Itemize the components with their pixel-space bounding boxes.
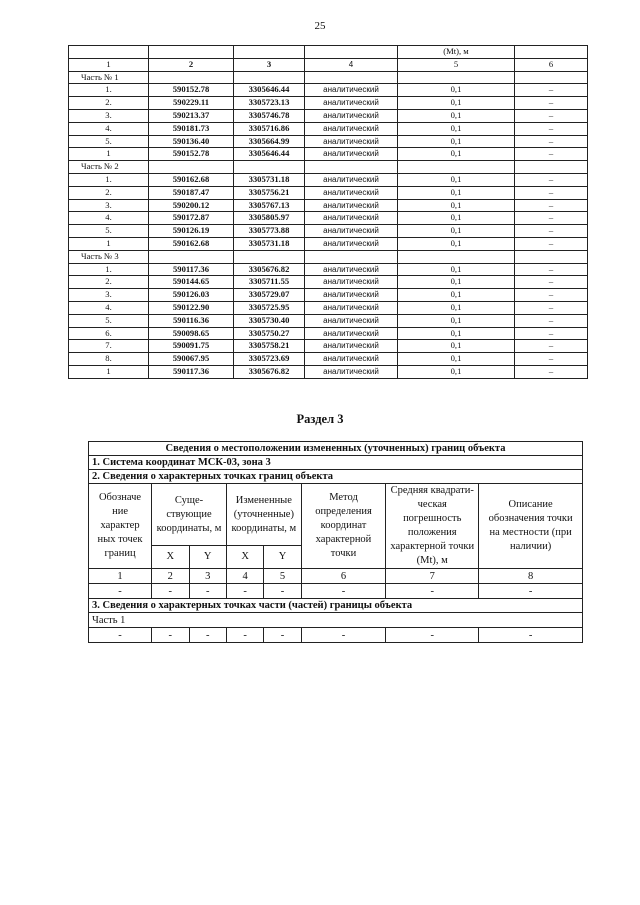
table-cell: 0,1 <box>398 301 515 314</box>
table-cell: 0,1 <box>398 353 515 366</box>
table-cell: 3305676.82 <box>234 263 305 276</box>
column-numbers-row <box>89 569 583 584</box>
table-cell: 3305716.86 <box>234 122 305 135</box>
table-cell: аналитический <box>305 122 398 135</box>
table-row <box>69 97 588 110</box>
table-cell: 3305646.44 <box>234 148 305 161</box>
table-cell: 590187.47 <box>149 186 234 199</box>
table-cell: 0,1 <box>398 135 515 148</box>
part-label: Часть 1 <box>89 613 583 628</box>
table-cell <box>149 250 234 263</box>
table-cell: аналитический <box>305 199 398 212</box>
column-number: 7 <box>386 569 479 584</box>
part-row <box>69 161 588 174</box>
table-cell: аналитический <box>305 289 398 302</box>
table-cell: 3305773.88 <box>234 225 305 238</box>
column-numbers-row <box>69 58 588 71</box>
table-row <box>69 173 588 186</box>
part-label: Часть № 2 <box>69 161 149 174</box>
table-cell: 2. <box>69 186 149 199</box>
table-cell: 6 <box>515 58 588 71</box>
table-cell: – <box>515 237 588 250</box>
table-cell <box>234 71 305 84</box>
table-cell: 3305767.13 <box>234 199 305 212</box>
table-cell: аналитический <box>305 276 398 289</box>
table-cell: 3 <box>234 58 305 71</box>
table-cell <box>305 71 398 84</box>
table-cell: - <box>226 628 263 643</box>
table-row <box>69 301 588 314</box>
table-row <box>69 314 588 327</box>
table-cell: - <box>189 628 226 643</box>
column-number: 1 <box>89 569 152 584</box>
table-cell: – <box>515 186 588 199</box>
table-cell <box>149 161 234 174</box>
table-cell: 0,1 <box>398 109 515 122</box>
table-cell: - <box>189 584 226 599</box>
table-cell: 1. <box>69 263 149 276</box>
table-cell: – <box>515 173 588 186</box>
header-method: Метод определения координат характерной точки <box>301 484 385 569</box>
table-row <box>69 135 588 148</box>
table-cell: аналитический <box>305 212 398 225</box>
table-row <box>69 148 588 161</box>
table-cell: - <box>264 584 301 599</box>
table-cell: 1 <box>69 237 149 250</box>
table-cell: 3305750.27 <box>234 327 305 340</box>
table-cell: – <box>515 199 588 212</box>
table-cell: - <box>152 628 189 643</box>
table-row <box>69 327 588 340</box>
table-cell <box>305 161 398 174</box>
table-cell: 590152.78 <box>149 84 234 97</box>
table-cell: аналитический <box>305 186 398 199</box>
table-cell: - <box>479 584 583 599</box>
table-cell: 0,1 <box>398 97 515 110</box>
table-cell: 590122.90 <box>149 301 234 314</box>
table-cell: – <box>515 225 588 238</box>
table-cell: 0,1 <box>398 173 515 186</box>
table-cell: 5 <box>398 58 515 71</box>
header-x-changed: X <box>226 546 263 569</box>
table-row <box>69 122 588 135</box>
table-cell: 590126.03 <box>149 289 234 302</box>
header-error: Средняя квадрати- ческая погрешность положения характерной точки (Mt), м <box>386 484 479 569</box>
table-cell: - <box>226 584 263 599</box>
table-cell: 3. <box>69 199 149 212</box>
table-cell: 590162.68 <box>149 173 234 186</box>
table-cell: 6. <box>69 327 149 340</box>
table-cell: 590091.75 <box>149 340 234 353</box>
table-row <box>69 276 588 289</box>
table-cell: 3305758.21 <box>234 340 305 353</box>
table-cell: - <box>152 584 189 599</box>
table-cell: 1. <box>69 84 149 97</box>
part-label: Часть № 1 <box>69 71 149 84</box>
table-cell: 5. <box>69 225 149 238</box>
part-row <box>69 250 588 263</box>
table-cell <box>398 71 515 84</box>
header-point-designation: Обозначе ние характер ных точек границ <box>89 484 152 569</box>
table-cell <box>234 46 305 59</box>
table-cell: 590126.19 <box>149 225 234 238</box>
table-cell: 0,1 <box>398 327 515 340</box>
table-cell: 4 <box>305 58 398 71</box>
page-number: 25 <box>314 20 326 32</box>
table-cell: 0,1 <box>398 212 515 225</box>
table-row <box>69 84 588 97</box>
table-cell: 590117.36 <box>149 365 234 378</box>
table-cell <box>398 250 515 263</box>
header-existing-coords: Суще- ствующие координаты, м <box>152 484 227 546</box>
table-cell: – <box>515 263 588 276</box>
coordinate-system-row: 1. Система координат МСК-03, зона 3 <box>89 456 583 470</box>
table-cell: 590136.40 <box>149 135 234 148</box>
table-cell: 1 <box>69 365 149 378</box>
table-cell: 590098.65 <box>149 327 234 340</box>
table-cell: 3305730.40 <box>234 314 305 327</box>
table-cell: аналитический <box>305 301 398 314</box>
table-cell: 0,1 <box>398 84 515 97</box>
table-cell: - <box>89 584 152 599</box>
table-cell: аналитический <box>305 97 398 110</box>
table-cell: 590213.37 <box>149 109 234 122</box>
table-cell: аналитический <box>305 314 398 327</box>
column-number: 6 <box>301 569 385 584</box>
table-cell: 590117.36 <box>149 263 234 276</box>
table-cell: 3. <box>69 109 149 122</box>
table-cell: аналитический <box>305 84 398 97</box>
table-cell: – <box>515 148 588 161</box>
table-cell: 0,1 <box>398 289 515 302</box>
table-cell: – <box>515 135 588 148</box>
table-title: Сведения о местоположении измененных (уточненных) границ объекта <box>89 442 583 456</box>
table-cell: 8. <box>69 353 149 366</box>
header-y-changed: Y <box>264 546 301 569</box>
table-cell: 0,1 <box>398 186 515 199</box>
table-cell: 590144.65 <box>149 276 234 289</box>
column-number: 8 <box>479 569 583 584</box>
table-cell: 0,1 <box>398 199 515 212</box>
table-cell <box>149 71 234 84</box>
table-cell: 1. <box>69 173 149 186</box>
empty-values-row <box>89 584 583 599</box>
table-cell: – <box>515 97 588 110</box>
empty-values-row <box>89 628 583 643</box>
table-cell: 5. <box>69 314 149 327</box>
table-cell: – <box>515 289 588 302</box>
table-cell: 7. <box>69 340 149 353</box>
table-cell: - <box>301 628 385 643</box>
table-cell <box>515 250 588 263</box>
table-row <box>69 263 588 276</box>
table-row <box>69 237 588 250</box>
table-row <box>69 109 588 122</box>
table-cell: 3305723.69 <box>234 353 305 366</box>
characteristic-points-row: 2. Сведения о характерных точках границ объекта <box>89 470 583 484</box>
table-cell: – <box>515 84 588 97</box>
part-points-row: 3. Сведения о характерных точках части (частей) границы объекта <box>89 599 583 613</box>
table-cell <box>69 46 149 59</box>
table-cell: 3305746.78 <box>234 109 305 122</box>
table-cell: 3305711.55 <box>234 276 305 289</box>
table-cell: – <box>515 353 588 366</box>
column-number: 5 <box>264 569 301 584</box>
table-cell: 590162.68 <box>149 237 234 250</box>
table-cell: - <box>386 584 479 599</box>
table-cell: 1 <box>69 58 149 71</box>
table-cell: 3305731.18 <box>234 173 305 186</box>
part-label: Часть № 3 <box>69 250 149 263</box>
table-cell: 0,1 <box>398 365 515 378</box>
table-cell <box>305 46 398 59</box>
boundary-table <box>88 441 583 643</box>
table-cell <box>398 161 515 174</box>
table-cell: 3305723.13 <box>234 97 305 110</box>
table-cell: 3305676.82 <box>234 365 305 378</box>
table-cell: – <box>515 365 588 378</box>
table-cell: - <box>479 628 583 643</box>
table-row <box>69 225 588 238</box>
table-cell <box>234 161 305 174</box>
header-y-existing: Y <box>189 546 226 569</box>
table-cell: 0,1 <box>398 340 515 353</box>
table-cell: 3305646.44 <box>234 84 305 97</box>
table-cell: 4. <box>69 122 149 135</box>
table-cell: 4. <box>69 301 149 314</box>
table-cell: 5. <box>69 135 149 148</box>
table-cell: аналитический <box>305 237 398 250</box>
table-cell: 1 <box>69 148 149 161</box>
table-cell: 3305664.99 <box>234 135 305 148</box>
table-cell: 0,1 <box>398 122 515 135</box>
table-cell <box>515 71 588 84</box>
table-cell: 590181.73 <box>149 122 234 135</box>
table-cell: аналитический <box>305 109 398 122</box>
table-cell: аналитический <box>305 225 398 238</box>
table-cell: 590200.12 <box>149 199 234 212</box>
table-cell: – <box>515 340 588 353</box>
part-row <box>69 71 588 84</box>
table-cell: - <box>301 584 385 599</box>
table-cell: аналитический <box>305 173 398 186</box>
table-cell: аналитический <box>305 340 398 353</box>
table-cell: 2. <box>69 276 149 289</box>
table-cell: 2 <box>149 58 234 71</box>
table-cell <box>305 250 398 263</box>
table-cell: – <box>515 301 588 314</box>
table-cell: – <box>515 314 588 327</box>
table-cell: 3305725.95 <box>234 301 305 314</box>
table-cell: аналитический <box>305 353 398 366</box>
table-cell: аналитический <box>305 365 398 378</box>
table-cell: аналитический <box>305 135 398 148</box>
table-cell: 3305731.18 <box>234 237 305 250</box>
coordinates-table <box>68 45 588 379</box>
table-cell: (Mt), м <box>398 46 515 59</box>
table-cell: 590152.78 <box>149 148 234 161</box>
table-cell: 3305805.97 <box>234 212 305 225</box>
header-description: Описание обозначения точки на местности (при наличии) <box>479 484 583 569</box>
table-cell: 0,1 <box>398 263 515 276</box>
table-cell: 4. <box>69 212 149 225</box>
table-cell: 0,1 <box>398 225 515 238</box>
table-cell: 3305756.21 <box>234 186 305 199</box>
table-cell: 0,1 <box>398 276 515 289</box>
table-cell: 0,1 <box>398 314 515 327</box>
table-cell: - <box>386 628 479 643</box>
table-cell: – <box>515 122 588 135</box>
table-cell: 0,1 <box>398 148 515 161</box>
header-row <box>69 46 588 59</box>
table-cell: - <box>264 628 301 643</box>
table-cell <box>149 46 234 59</box>
table-cell: 590067.95 <box>149 353 234 366</box>
section-title: Раздел 3 <box>296 412 344 426</box>
table-cell: 3. <box>69 289 149 302</box>
column-number: 3 <box>189 569 226 584</box>
table-cell <box>515 161 588 174</box>
table-cell: – <box>515 212 588 225</box>
table-cell: – <box>515 109 588 122</box>
table-cell: аналитический <box>305 263 398 276</box>
table-cell: – <box>515 276 588 289</box>
table-cell: 0,1 <box>398 237 515 250</box>
table-row <box>69 199 588 212</box>
table-row <box>69 353 588 366</box>
table-cell: 590229.11 <box>149 97 234 110</box>
table-cell: 590172.87 <box>149 212 234 225</box>
table-cell <box>515 46 588 59</box>
table-cell: 3305729.07 <box>234 289 305 302</box>
table-cell: 2. <box>69 97 149 110</box>
column-number: 4 <box>226 569 263 584</box>
table-cell: 590116.36 <box>149 314 234 327</box>
table-cell: аналитический <box>305 327 398 340</box>
table-row <box>69 186 588 199</box>
table-cell: аналитический <box>305 148 398 161</box>
table-cell: – <box>515 327 588 340</box>
header-changed-coords: Измененные (уточненные) координаты, м <box>226 484 301 546</box>
column-number: 2 <box>152 569 189 584</box>
table-row <box>69 289 588 302</box>
table-cell <box>234 250 305 263</box>
table-row <box>69 340 588 353</box>
table-cell: - <box>89 628 152 643</box>
table-row <box>69 212 588 225</box>
table-row <box>69 365 588 378</box>
header-x-existing: X <box>152 546 189 569</box>
